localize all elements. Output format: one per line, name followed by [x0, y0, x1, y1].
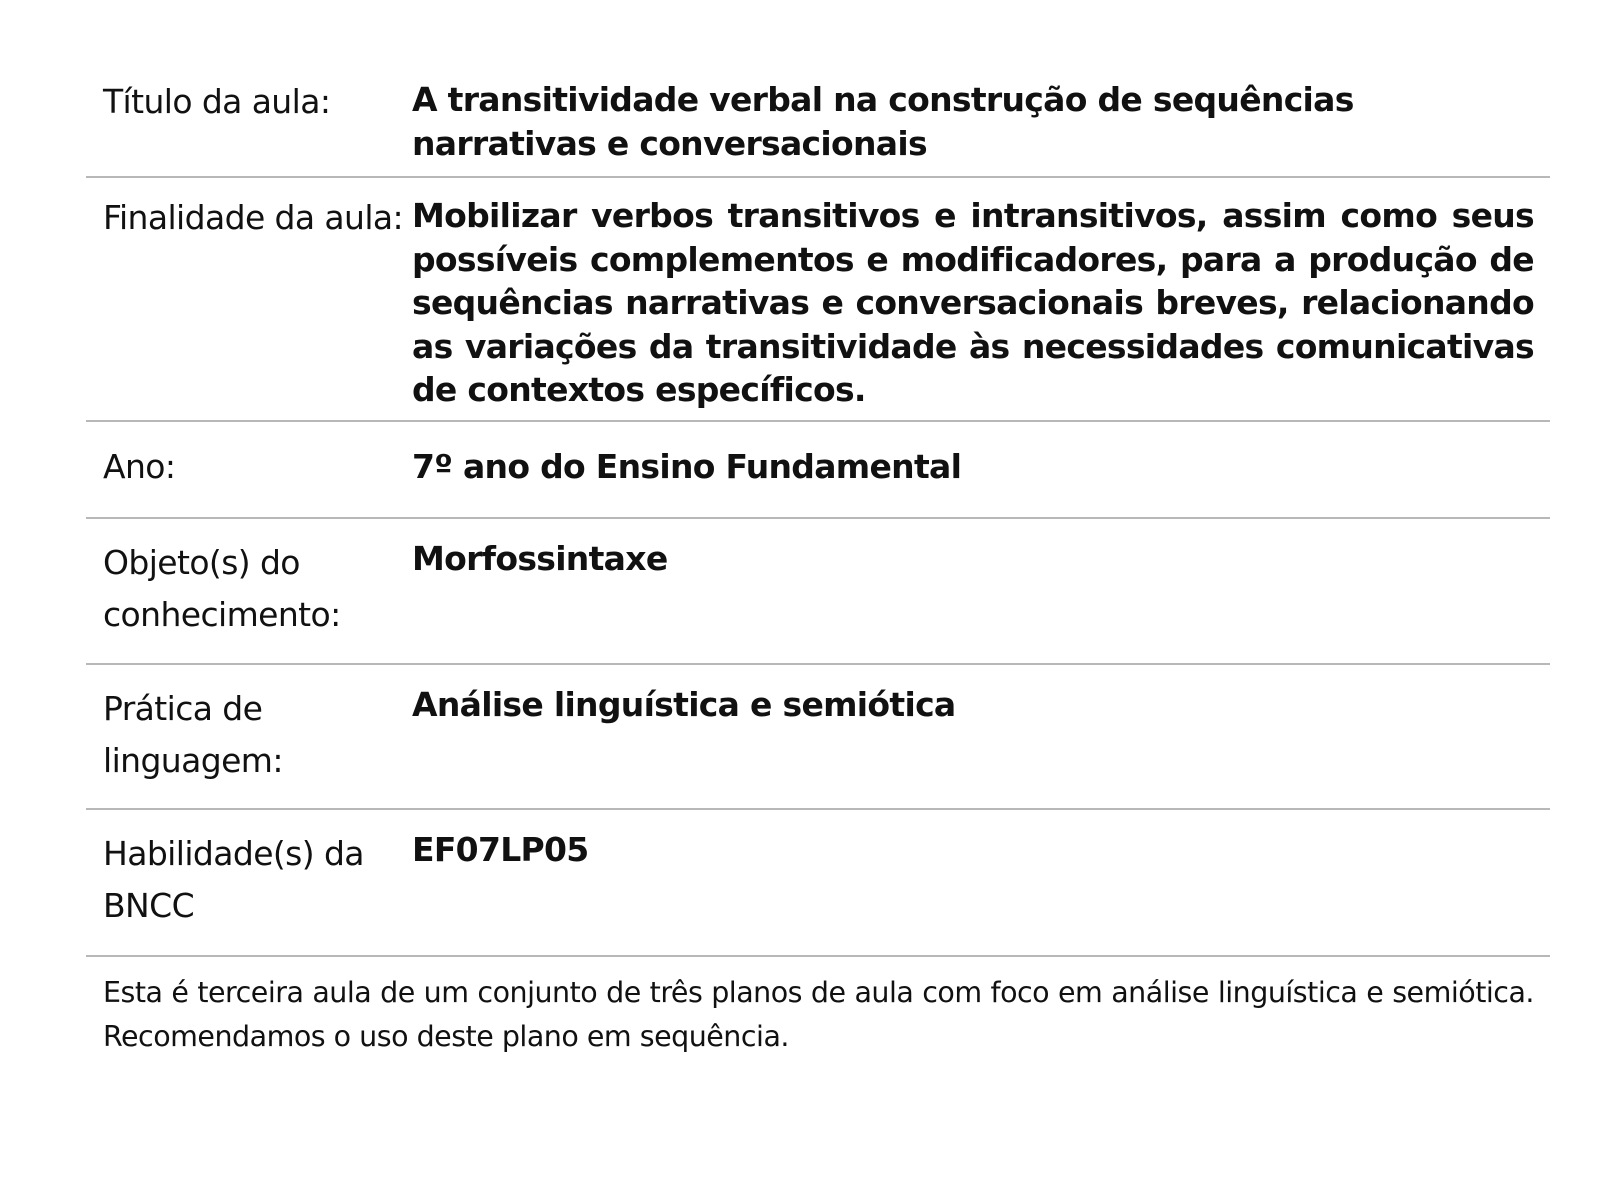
row-objeto	[86, 519, 1550, 665]
row-value: A transitividade verbal na construção de sequências narrativas e conversacionais	[412, 80, 1354, 163]
lesson-plan-table	[86, 66, 1550, 1059]
row-label: Habilidade(s) da BNCC	[103, 834, 364, 925]
row-value: Morfossintaxe	[412, 539, 668, 578]
row-value: EF07LP05	[412, 830, 589, 869]
row-value: Análise linguística e semiótica	[412, 685, 956, 724]
row-value: Mobilizar verbos transitivos e intransitivos, assim como seus possíveis complementos e modificadores, para a produção de sequências narrativas e conversacionais breves, relacionando as variações da transitividade às necessidades comunicativas de contextos específicos.	[412, 196, 1534, 409]
sequence-note: Esta é terceira aula de um conjunto de três planos de aula com foco em análise linguística e semiótica. Recomendamos o uso deste plano em sequência.	[103, 976, 1534, 1053]
row-label: Ano:	[103, 447, 176, 486]
row-label: Título da aula:	[103, 82, 331, 121]
row-ano	[86, 422, 1550, 519]
row-label: Objeto(s) do conhecimento:	[103, 543, 341, 634]
row-titulo	[86, 66, 1550, 178]
row-label: Finalidade da aula:	[103, 198, 404, 237]
row-value: 7º ano do Ensino Fundamental	[412, 447, 962, 486]
row-habilidade	[86, 810, 1550, 957]
row-pratica	[86, 665, 1550, 810]
row-label: Prática de linguagem:	[103, 689, 283, 780]
row-finalidade	[86, 178, 1550, 422]
